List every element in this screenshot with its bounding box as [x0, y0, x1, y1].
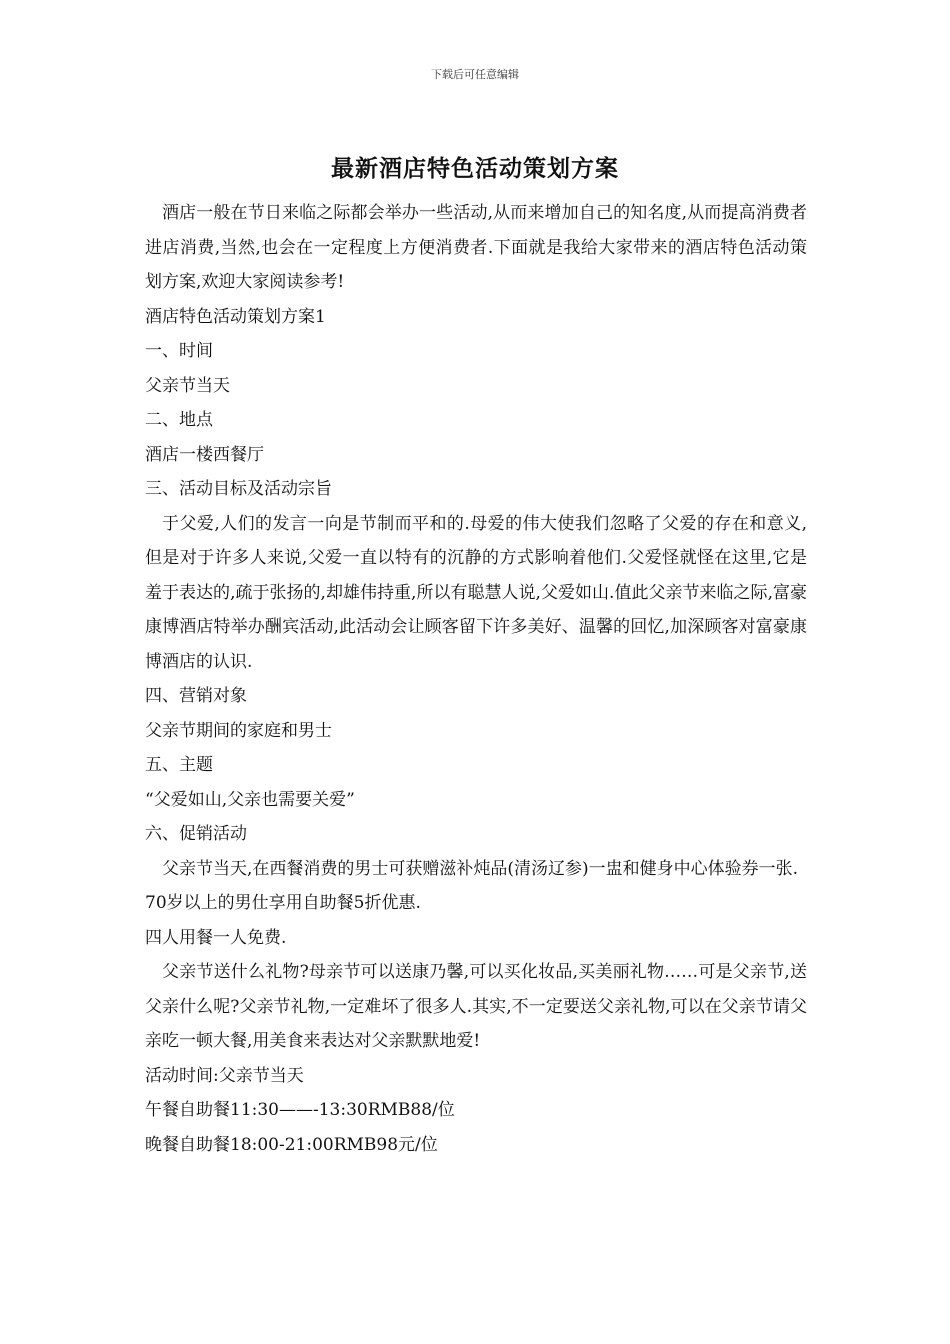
section-heading-target: 四、营销对象: [145, 686, 247, 706]
section-heading-time: 一、时间: [145, 341, 213, 361]
promotion-paragraph: 父亲节当天,在西餐消费的男士可获赠滋补炖品(清汤辽参)一盅和健身中心体验券一张.: [162, 858, 799, 879]
section-heading-goals: 三、活动目标及活动宗旨: [145, 479, 332, 499]
theme-text: “父爱如山,父亲也需要关爱”: [145, 789, 355, 810]
header-note: 下载后可任意编辑: [431, 68, 519, 81]
section-heading-theme: 五、主题: [145, 755, 213, 775]
lunch-buffet-text: 午餐自助餐11:30——-13:30RMB88/位: [145, 1100, 455, 1120]
time-text: 父亲节当天: [145, 375, 230, 396]
document-body: [145, 196, 807, 1162]
section-heading-promotion: 六、促销活动: [145, 824, 247, 844]
location-text: 酒店一楼西餐厅: [145, 444, 264, 465]
intro-paragraph: 酒店一般在节日来临之际都会举办一些活动,从而来增加自己的知名度,从而提高消费者进店消费,当然,也会在一定程度上方便消费者.下面就是我给大家带来的酒店特色活动策划方案,欢迎大家阅读参考!: [145, 203, 807, 292]
group-offer-text: 四人用餐一人免费.: [145, 927, 287, 948]
dinner-buffet-text: 晚餐自助餐18:00-21:00RMB98元/位: [145, 1134, 438, 1155]
goals-paragraph: 于父爱,人们的发言一向是节制而平和的.母爱的伟大使我们忽略了父爱的存在和意义,但是对于许多人来说,父爱一直以特有的沉静的方式影响着他们.父爱怪就怪在这里,它是羞于表达的,疏于张扬的,却雄伟持重,所以有聪慧人说,父爱如山.值此父亲节来临之际,富豪康博酒店特举办酬宾活动,此活动会让顾客留下许多美好、温馨的回忆,加深顾客对富豪康博酒店的认识.: [145, 513, 807, 672]
activity-time-text: 活动时间:父亲节当天: [145, 1065, 304, 1086]
section-heading-location: 二、地点: [145, 410, 213, 430]
gift-paragraph: 父亲节送什么礼物?母亲节可以送康乃馨,可以买化妆品,买美丽礼物……可是父亲节,送父亲什么呢?父亲节礼物,一定难坏了很多人.其实,不一定要送父亲礼物,可以在父亲节请父亲吃一顿大餐,用美食来表达对父亲默默地爱!: [145, 962, 807, 1051]
senior-discount-text: 70岁以上的男仕享用自助餐5折优惠.: [145, 893, 421, 913]
document-title: 最新酒店特色活动策划方案: [331, 155, 619, 182]
plan-heading: 酒店特色活动策划方案1: [145, 306, 326, 327]
target-text: 父亲节期间的家庭和男士: [145, 720, 332, 741]
